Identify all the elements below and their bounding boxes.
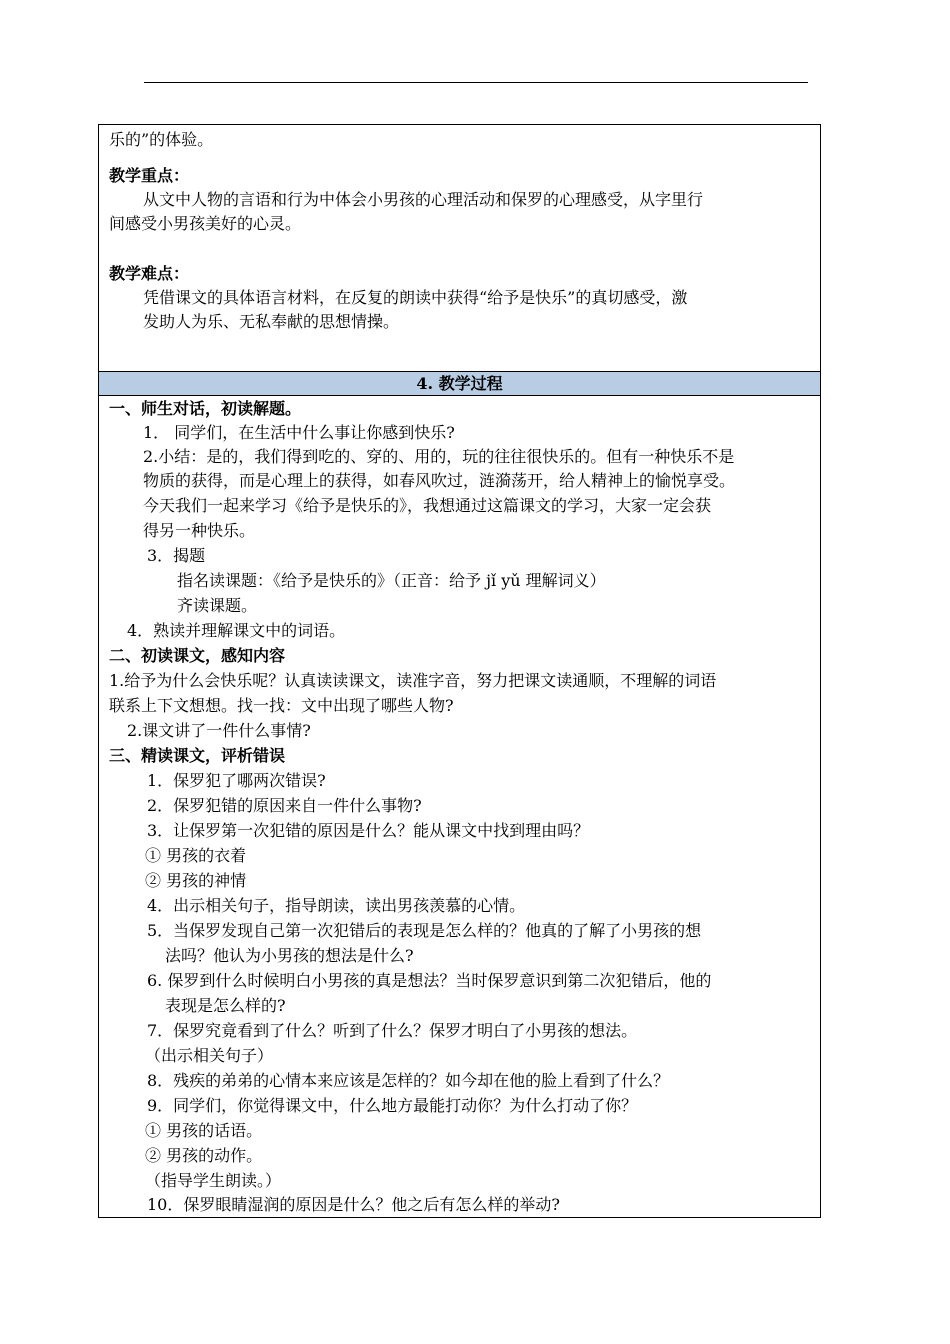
s3-q10: 10．保罗眼睛湿润的原因是什么？他之后有怎么样的举动?	[147, 1195, 560, 1214]
s1-item-2b: 物质的获得，而是心理上的获得，如春风吹过，涟漪荡开，给人精神上的愉悦享受。	[143, 471, 736, 490]
s2-item-2: 2.课文讲了一件什么事情?	[127, 721, 311, 740]
s3-q2: 2．保罗犯错的原因来自一件什么事物?	[147, 796, 422, 815]
s3-q5a: 5．当保罗发现自己第一次犯错后的表现是怎么样的？他真的了解了小男孩的想	[147, 921, 702, 940]
objectives-cell	[99, 125, 820, 371]
s1-heading: 一、师生对话，初读解题。	[109, 399, 302, 418]
objective-tail: 乐的”的体验。	[109, 130, 214, 149]
s1-item-3b: 齐读课题。	[177, 596, 258, 615]
key-points-line-2: 间感受小男孩美好的心灵。	[109, 214, 302, 233]
key-points-heading: 教学重点：	[109, 166, 190, 185]
s3-q7a: （出示相关句子）	[145, 1046, 274, 1065]
lesson-plan-table	[98, 124, 821, 1218]
difficulties-line-1: 凭借课文的具体语言材料，在反复的朗读中获得“给予是快乐”的真切感受，激	[143, 288, 688, 307]
s1-item-3: 3．揭题	[147, 546, 206, 565]
s3-q6a: 6. 保罗到什么时候明白小男孩的真是想法？当时保罗意识到第二次犯错后，他的	[147, 971, 712, 990]
s3-q5b: 法吗？他认为小男孩的想法是什么?	[165, 946, 414, 965]
s3-q7: 7．保罗究竟看到了什么？听到了什么？保罗才明白了小男孩的想法。	[147, 1021, 638, 1040]
section-title: 4. 教学过程	[416, 374, 503, 393]
s1-item-2d: 得另一种快乐。	[143, 521, 256, 540]
s3-q6b: 表现是怎么样的?	[165, 996, 286, 1015]
section-bar	[99, 371, 820, 396]
s1-item-2c: 今天我们一起来学习《给予是快乐的》，我想通过这篇课文的学习，大家一定会获	[143, 496, 712, 515]
s3-q9b: ② 男孩的动作。	[145, 1146, 263, 1165]
s3-q3a: ① 男孩的衣着	[145, 846, 247, 865]
s1-item-4: 4．熟读并理解课文中的词语。	[127, 621, 346, 640]
difficulties-line-2: 发助人为乐、无私奉献的思想情操。	[143, 312, 400, 331]
key-points-line-1: 从文中人物的言语和行为中体会小男孩的心理活动和保罗的心理感受，从字里行	[143, 190, 704, 209]
s1-item-3a: 指名读课题：《给予是快乐的》（正音：给予 jǐ yǔ 理解词义）	[177, 571, 606, 590]
s3-q8: 8．残疾的弟弟的心情本来应该是怎样的？如今却在他的脸上看到了什么？	[147, 1071, 670, 1090]
s2-item-1b: 联系上下文想想。找一找：文中出现了哪些人物?	[109, 696, 454, 715]
s1-item-1: 1． 同学们，在生活中什么事让你感到快乐?	[143, 423, 455, 442]
s1-item-2a: 2.小结：是的，我们得到吃的、穿的、用的，玩的往往很快乐的。但有一种快乐不是	[143, 447, 735, 466]
difficulties-heading: 教学难点：	[109, 264, 190, 283]
s3-q3b: ② 男孩的神情	[145, 871, 247, 890]
header-rule	[144, 82, 808, 83]
s3-q9c: （指导学生朗读。）	[145, 1171, 282, 1190]
s3-q9a: ① 男孩的话语。	[145, 1121, 263, 1140]
s3-heading: 三、精读课文，评析错误	[109, 746, 286, 765]
s3-q4: 4．出示相关句子，指导朗读，读出男孩羡慕的心情。	[147, 896, 526, 915]
s2-heading: 二、初读课文，感知内容	[109, 646, 286, 665]
s2-item-1a: 1.给予为什么会快乐呢？认真读读课文，读准字音，努力把课文读通顺，不理解的词语	[109, 671, 717, 690]
s3-q1: 1．保罗犯了哪两次错误?	[147, 771, 326, 790]
s3-q3: 3．让保罗第一次犯错的原因是什么？能从课文中找到理由吗？	[147, 821, 590, 840]
s3-q9: 9．同学们，你觉得课文中，什么地方最能打动你？为什么打动了你？	[147, 1096, 638, 1115]
